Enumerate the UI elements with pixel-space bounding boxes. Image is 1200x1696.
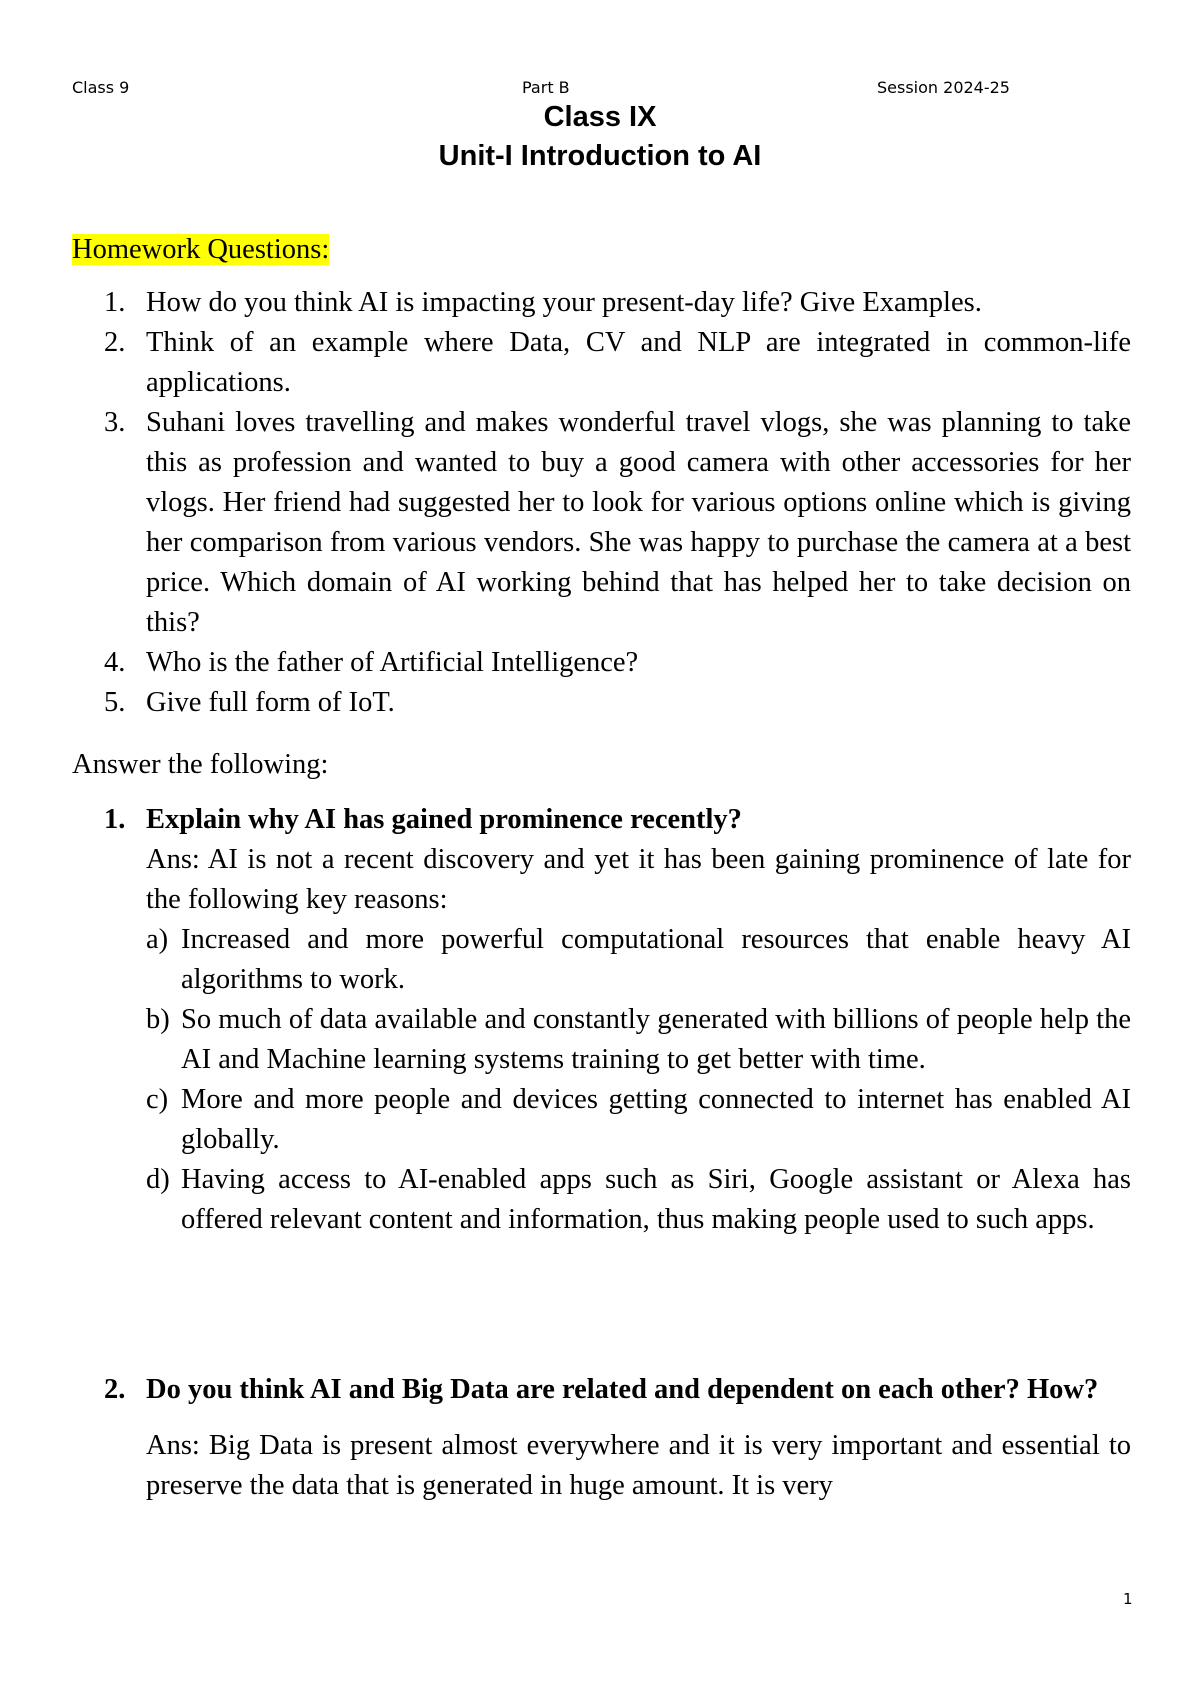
reason-label: a) bbox=[146, 924, 169, 955]
header-right: Session 2024-25 bbox=[877, 78, 1010, 97]
homework-item-number: 5. bbox=[104, 687, 126, 718]
question-2-answer: Ans: Big Data is present almost everywhere and it is very important and essential to preserve the data that is generated in huge amount. It is very bbox=[146, 1430, 1131, 1501]
homework-item-number: 4. bbox=[104, 647, 126, 678]
reason-text: Increased and more powerful computational resources that enable heavy AI algorithms to work. bbox=[181, 924, 1131, 995]
page-title: Class IX bbox=[543, 101, 657, 133]
reason-text: More and more people and devices getting connected to internet has enabled AI globally. bbox=[181, 1084, 1131, 1155]
header-left: Class 9 bbox=[72, 78, 130, 97]
reason-list bbox=[146, 920, 1131, 1240]
reason-item bbox=[146, 1080, 1131, 1160]
homework-item-text: How do you think AI is impacting your present-day life? Give Examples. bbox=[146, 287, 982, 318]
question-2-number: 2. bbox=[104, 1374, 126, 1405]
homework-item-text: Suhani loves travelling and makes wonderful travel vlogs, she was planning to take this as profession and wanted to buy a good camera with other accessories for her vlogs. Her friend had suggested her to look for various options online which is giving her comparison from various vendors. She was happy to purchase the camera at a best price. Which domain of AI working behind that has helped her to take decision on this? bbox=[146, 407, 1131, 638]
question-1-body bbox=[146, 800, 1131, 1240]
question-2-body bbox=[146, 1370, 1131, 1506]
question-1-answer-intro: Ans: AI is not a recent discovery and yet it has been gaining prominence of late for the following key reasons: bbox=[146, 844, 1131, 915]
homework-heading bbox=[72, 230, 329, 270]
reason-text: Having access to AI-enabled apps such as Siri, Google assistant or Alexa has offered relevant content and information, thus making people used to such apps. bbox=[181, 1164, 1131, 1235]
answer-section-heading: Answer the following: bbox=[72, 749, 329, 780]
question-1-number: 1. bbox=[104, 804, 126, 835]
reason-text: So much of data available and constantly generated with billions of people help the AI and Machine learning systems training to get better with time. bbox=[181, 1004, 1131, 1075]
homework-item-text: Think of an example where Data, CV and NLP are integrated in common-life applications. bbox=[146, 327, 1131, 398]
homework-item-number: 3. bbox=[104, 407, 126, 438]
reason-item bbox=[146, 1000, 1131, 1080]
reason-item bbox=[146, 920, 1131, 1000]
question-1-block bbox=[104, 800, 1131, 1240]
reason-label: b) bbox=[146, 1004, 170, 1035]
question-2-text: Do you think AI and Big Data are related and dependent on each other? How? bbox=[146, 1374, 1099, 1405]
homework-item bbox=[104, 403, 1131, 643]
unit-title: Unit-I Introduction to AI bbox=[438, 140, 762, 172]
homework-heading-highlight: Homework Questions: bbox=[72, 234, 330, 265]
homework-item-number: 1. bbox=[104, 287, 126, 318]
homework-item bbox=[104, 643, 1131, 683]
reason-item bbox=[146, 1160, 1131, 1240]
homework-item bbox=[104, 683, 1131, 723]
homework-item-number: 2. bbox=[104, 327, 126, 358]
reason-label: d) bbox=[146, 1164, 170, 1195]
reason-label: c) bbox=[146, 1084, 169, 1115]
homework-item bbox=[104, 323, 1131, 403]
question-2-block bbox=[104, 1370, 1131, 1506]
page-number: 1 bbox=[1123, 1590, 1133, 1608]
homework-item-text: Who is the father of Artificial Intelligence? bbox=[146, 647, 639, 678]
header-center: Part B bbox=[522, 78, 570, 97]
homework-item-text: Give full form of IoT. bbox=[146, 687, 395, 718]
homework-item bbox=[104, 283, 1131, 323]
question-1-text: Explain why AI has gained prominence recently? bbox=[146, 804, 742, 835]
homework-list bbox=[104, 283, 1131, 723]
